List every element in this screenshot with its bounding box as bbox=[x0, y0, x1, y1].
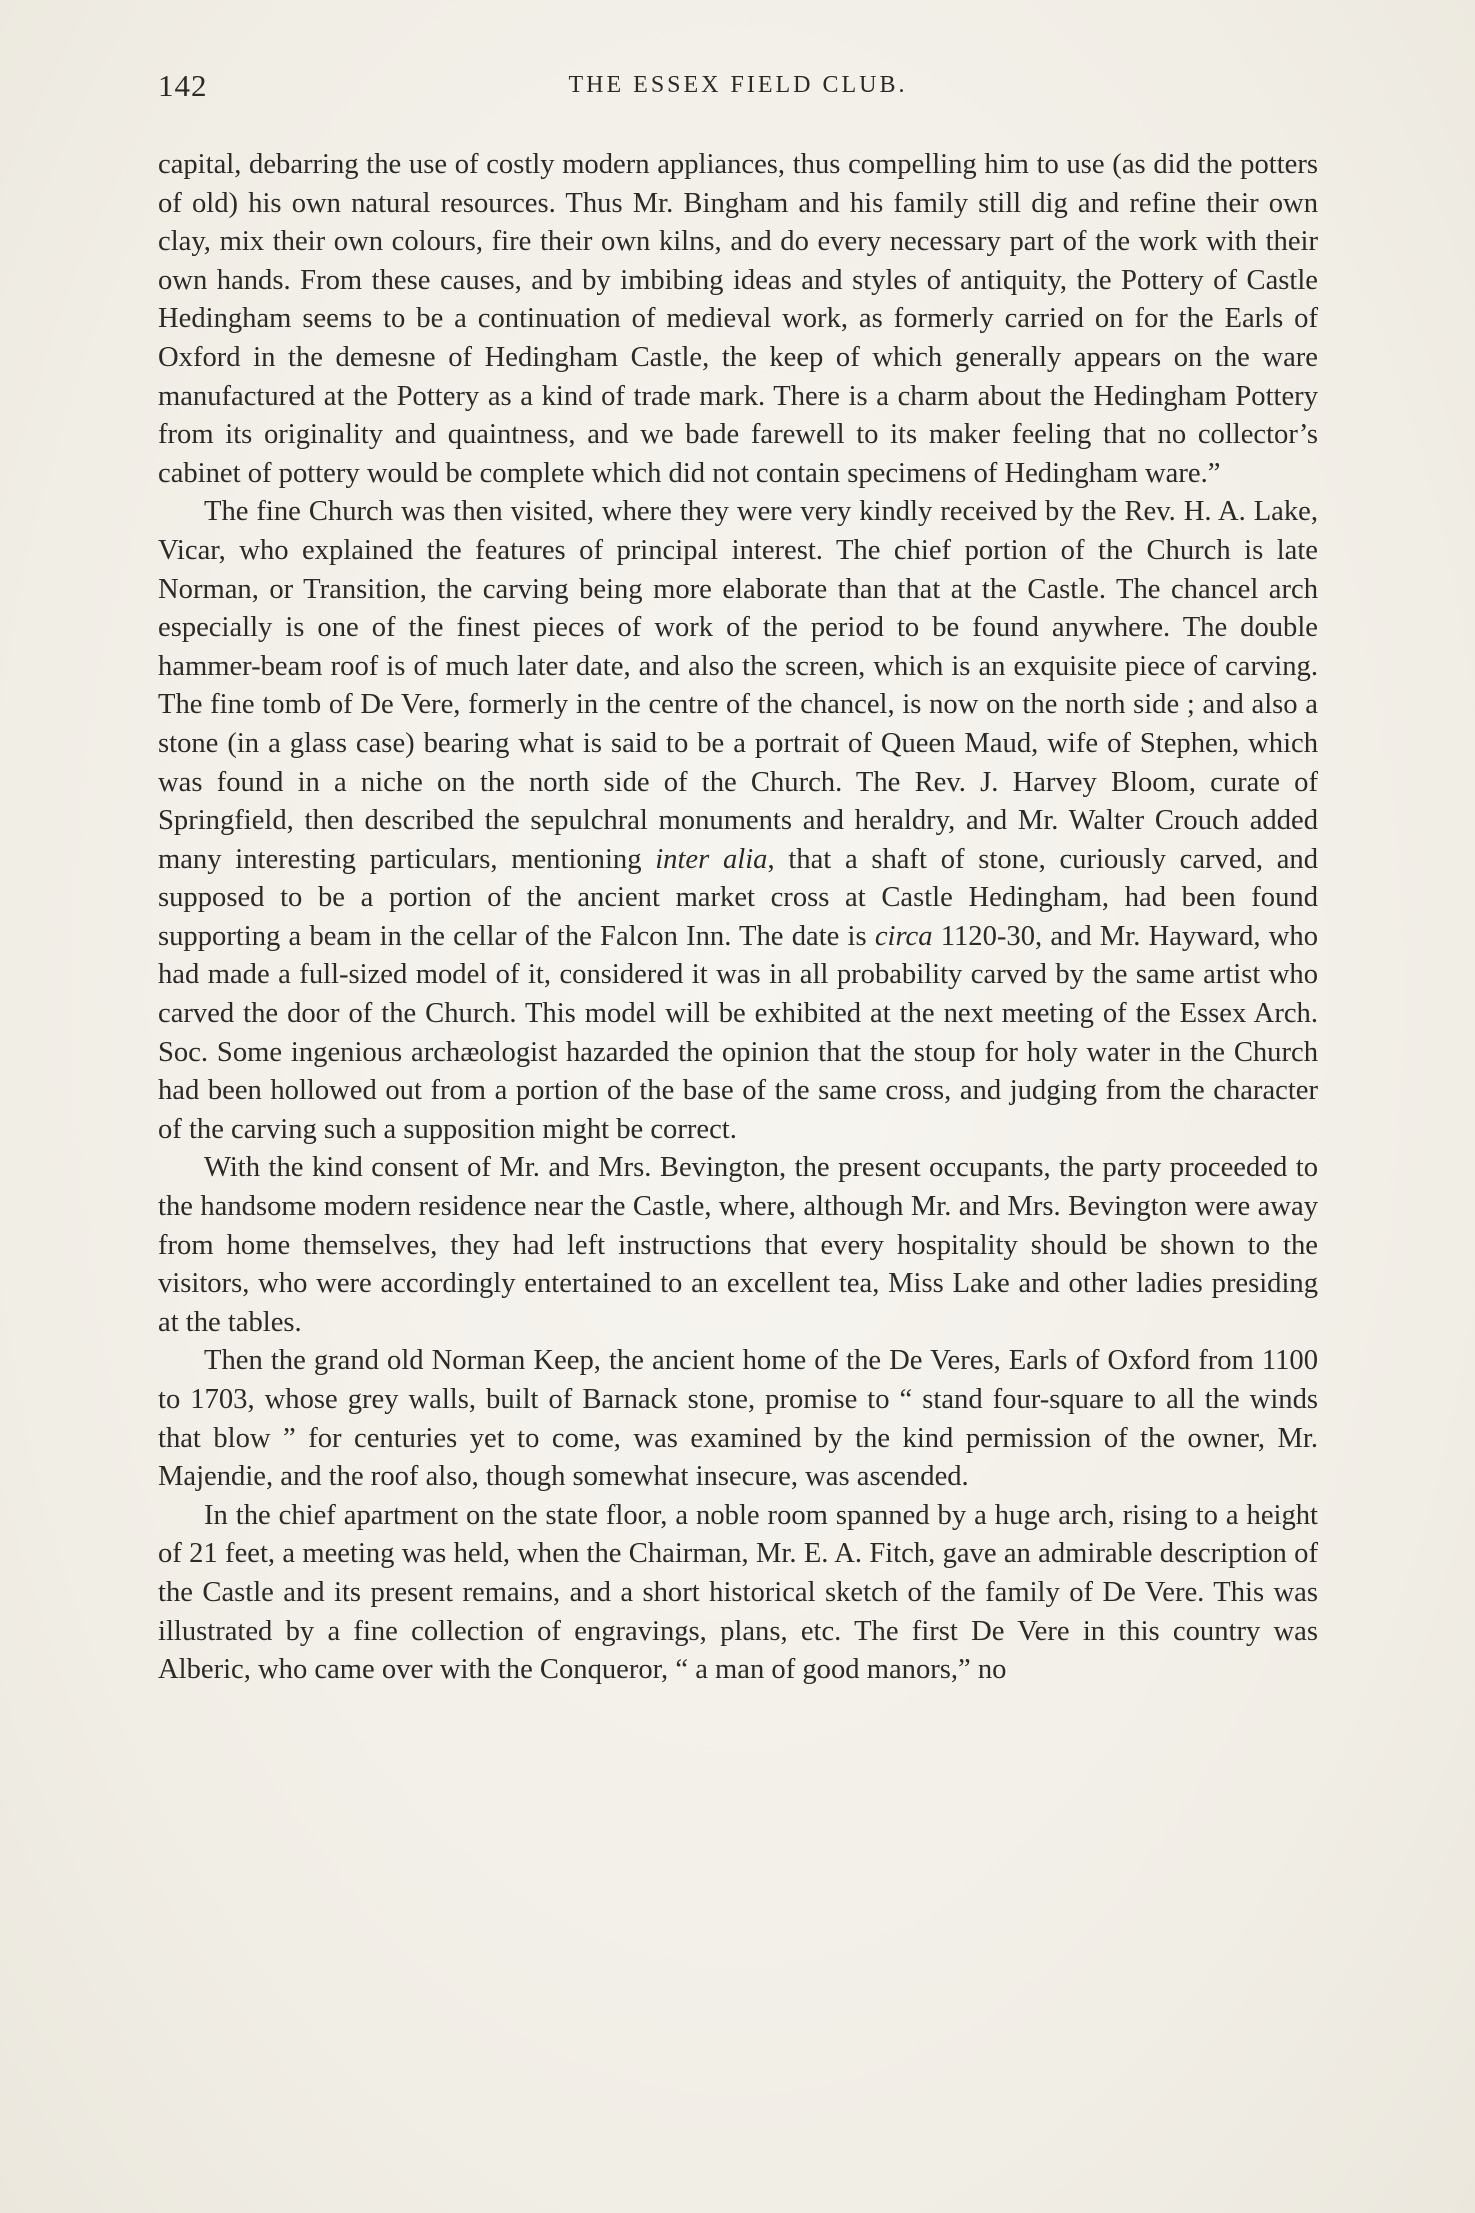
text-segment: In the chief apartment on the state floor, a noble room spanned by a huge arch, rising to a height of 21 feet, a meeting was held, when the Chairman, Mr. E. A. Fitch, gave an admirable description of the Castle and its present remains, and a short historical sketch of the family of De Vere. This was illustrated by a fine collection of engravings, plans, etc. The first De Vere in this country was Alberic, who came over with the Conqueror, “ a man of good manors,” no bbox=[158, 1499, 1318, 1686]
text-segment: 1120-30, and Mr. Hayward, who had made a full-sized model of it, considered it was in all probability carved by the same artist who carved the door of the Church. This model will be exhibited at the next meeting of the Essex Arch. Soc. Some ingenious archæologist hazarded the opinion that the stoup for holy water in the Church had been hollowed out from a portion of the base of the same cross, and judging from the character of the carving such a supposition might be correct. bbox=[158, 920, 1318, 1145]
text-segment: capital, debarring the use of costly modern appliances, thus compelling him to use (as did the potters of old) his own natural resources. Thus Mr. Bingham and his family still dig and refine their own clay, mix their own colours, fire their own kilns, and do every necessary part of the work with their own hands. From these causes, and by imbibing ideas and styles of antiquity, the Pottery of Castle Hedingham seems to be a continuation of medieval work, as formerly carried on for the Earls of Oxford in the demesne of Hedingham Castle, the keep of which generally appears on the ware manufactured at the Pottery as a kind of trade mark. There is a charm about the Hedingham Pottery from its originality and quaintness, and we bade farewell to its maker feeling that no collector’s cabinet of pottery would be complete which did not contain specimens of Hedingham ware.” bbox=[158, 149, 1318, 489]
text-segment: With the kind consent of Mr. and Mrs. Bevington, the present occupants, the party proceeded to the handsome modern residence near the Castle, where, although Mr. and Mrs. Bevington were away from home themselves, they had left instructions that every hospitality should be shown to the visitors, who were accordingly entertained to an excellent tea, Miss Lake and other ladies presiding at the tables. bbox=[158, 1152, 1318, 1338]
italic-text: circa bbox=[874, 920, 933, 952]
paragraph bbox=[158, 493, 1318, 1149]
text-segment: Then the grand old Norman Keep, the ancient home of the De Veres, Earls of Oxford from 1100 to 1703, whose grey walls, built of Barnack stone, promise to “ stand four-square to all the winds that blow ” for centuries yet to come, was examined by the kind permission of the owner, Mr. Majendie, and the roof also, though somewhat insecure, was ascended. bbox=[158, 1345, 1318, 1493]
paragraph bbox=[158, 1342, 1318, 1496]
paragraph bbox=[158, 1149, 1318, 1342]
page-header bbox=[158, 68, 1318, 116]
paragraph bbox=[158, 1497, 1318, 1690]
paragraph bbox=[158, 146, 1318, 493]
page-number: 142 bbox=[158, 68, 208, 103]
text-segment: The fine Church was then visited, where they were very kindly received by the Rev. H. A. Lake, Vicar, who explained the features of principal interest. The chief portion of the Church is late Norman, or Transition, the carving being more elaborate than that at the Castle. The chancel arch especially is one of the finest pieces of work of the period to be found anywhere. The double hammer-beam roof is of much later date, and also the screen, which is an exquisite piece of carving. The fine tomb of De Vere, formerly in the centre of the chancel, is now on the north side ; and also a stone (in a glass case) bearing what is said to be a portrait of Queen Maud, wife of Stephen, which was found in a niche on the north side of the Church. The Rev. J. Harvey Bloom, curate of Springfield, then described the sepulchral monuments and heraldry, and Mr. Walter Crouch added many interesting particulars, mentioning bbox=[158, 496, 1318, 875]
italic-text: inter alia bbox=[655, 843, 768, 875]
text-segment: , that a shaft of stone, curiously carved, and supposed to be a portion of the ancient market cross at Castle Hedingham, had been found supporting a beam in the cellar of the Falcon Inn. The date is bbox=[158, 843, 1319, 952]
running-head: THE ESSEX FIELD CLUB. bbox=[568, 72, 908, 98]
body-text bbox=[158, 146, 1318, 1690]
